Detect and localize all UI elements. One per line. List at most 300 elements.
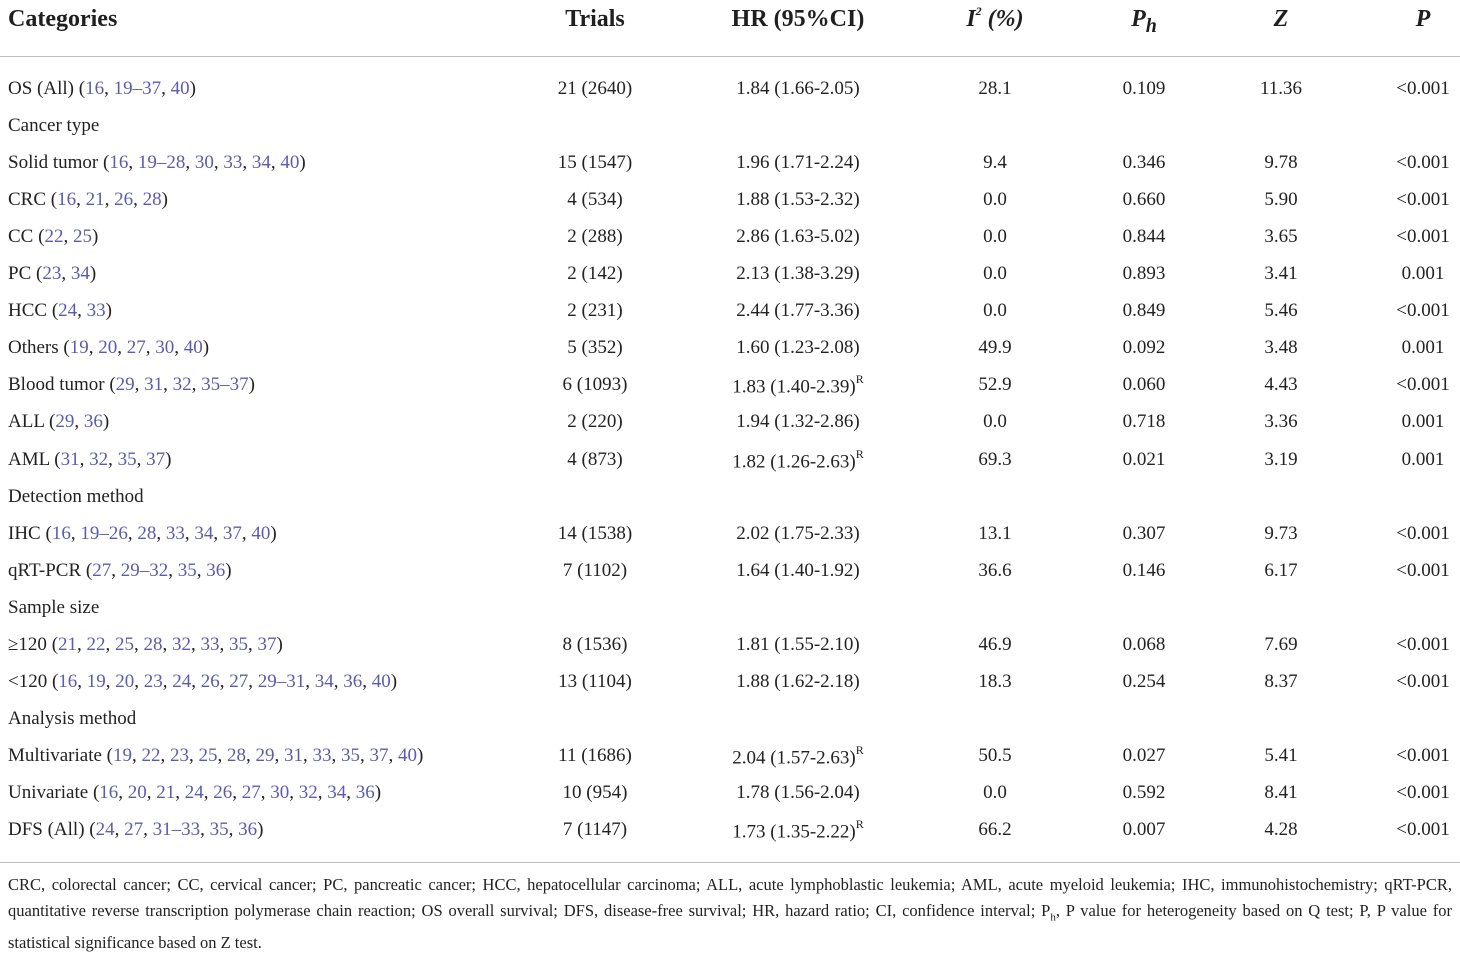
- cell-p: [1396, 634, 1449, 656]
- reference-link[interactable]: 34: [314, 670, 334, 692]
- cell-z: [1264, 411, 1297, 433]
- category-label: CC: [8, 226, 34, 248]
- reference-link[interactable]: 33: [312, 744, 332, 766]
- cell-hr: [732, 742, 864, 769]
- cell-i2-value: 50.5: [978, 744, 1012, 766]
- cell-z-value: 3.36: [1264, 411, 1298, 433]
- reference-link[interactable]: 40: [170, 78, 190, 99]
- reference-link[interactable]: 24: [58, 300, 78, 322]
- reference-link[interactable]: 35: [341, 744, 360, 766]
- cell-hr: [736, 634, 859, 656]
- cell-category: ALL (29, 36): [8, 411, 110, 433]
- cell-p-value: <0.001: [1396, 78, 1450, 99]
- cell-z: [1264, 560, 1297, 582]
- cell-ph-value: 0.068: [1122, 633, 1166, 655]
- reference-link[interactable]: 16: [51, 522, 71, 544]
- reference-link[interactable]: 22: [141, 744, 161, 766]
- random-effects-marker: R: [855, 372, 864, 387]
- cell-category: OS (All) (16, 19–37, 40): [8, 78, 196, 99]
- cell-i2-value: 69.3: [978, 448, 1012, 470]
- cell-i2: [978, 337, 1011, 359]
- cell-ph-value: 0.307: [1122, 522, 1166, 544]
- category-label: ALL: [8, 411, 45, 433]
- cell-trials: [567, 189, 622, 211]
- reference-link[interactable]: 36: [206, 559, 226, 581]
- cell-i2: [983, 411, 1007, 433]
- cell-z: [1264, 226, 1297, 248]
- category-label: Analysis method: [8, 707, 137, 729]
- cell-p: [1402, 337, 1445, 359]
- cell-hr-value: 1.81 (1.55-2.10): [736, 633, 860, 655]
- random-effects-marker: R: [855, 742, 864, 757]
- reference-link[interactable]: 30: [155, 337, 175, 359]
- cell-ph: [1123, 300, 1166, 322]
- reference-link[interactable]: 27: [126, 337, 146, 359]
- cell-ph-value: 0.844: [1122, 226, 1166, 248]
- cell-category: DFS (All) (24, 27, 31–33, 35, 36): [8, 819, 264, 840]
- header-i2: $I^2$ (%): [966, 4, 1024, 32]
- reference-link[interactable]: 23: [170, 744, 189, 766]
- cell-hr-value: 1.82 (1.26-2.63): [732, 450, 856, 472]
- cell-trials-value: 5 (352): [567, 337, 623, 359]
- cell-z-value: 8.37: [1264, 670, 1298, 692]
- reference-link[interactable]: 32: [172, 374, 192, 396]
- cell-ph: [1123, 819, 1166, 841]
- reference-link[interactable]: 24: [95, 819, 115, 840]
- cell-trials: [563, 634, 628, 656]
- cell-z-value: 5.41: [1264, 744, 1298, 766]
- reference-link[interactable]: 23: [42, 263, 62, 285]
- cell-trials: [567, 300, 622, 322]
- reference-link[interactable]: 36: [343, 670, 363, 692]
- cell-p: [1402, 411, 1445, 433]
- category-label: Detection method: [8, 485, 144, 507]
- reference-link[interactable]: 32: [89, 448, 109, 470]
- table-row: [0, 700, 1460, 737]
- cell-z-value: 4.43: [1264, 374, 1298, 396]
- cell-ph-value: 0.592: [1122, 781, 1166, 803]
- cell-ph-value: 0.893: [1122, 263, 1166, 285]
- cell-p-value: <0.001: [1396, 781, 1450, 803]
- reference-link[interactable]: 35: [117, 448, 137, 470]
- category-label: Univariate: [8, 781, 89, 803]
- category-label: DFS (All): [8, 819, 85, 840]
- cell-hr: [736, 226, 859, 248]
- cell-z-value: 7.69: [1264, 633, 1298, 655]
- cell-ph-value: 0.718: [1122, 411, 1166, 433]
- cell-p: [1396, 152, 1449, 174]
- cell-trials-value: 8 (1536): [562, 633, 628, 655]
- reference-link[interactable]: 33: [86, 300, 106, 322]
- cell-ph-value: 0.146: [1122, 559, 1166, 581]
- reference-link[interactable]: 40: [251, 522, 271, 544]
- table-row: [0, 403, 1460, 440]
- cell-i2-value: 18.3: [978, 670, 1012, 692]
- cell-p-value: 0.001: [1401, 337, 1445, 359]
- cell-i2-value: 0.0: [983, 411, 1007, 433]
- reference-link[interactable]: 25: [115, 633, 135, 655]
- cell-ph: [1123, 523, 1166, 545]
- cell-z: [1264, 671, 1297, 693]
- table-row: [0, 589, 1460, 626]
- cell-trials: [563, 374, 628, 396]
- reference-link[interactable]: 28: [137, 522, 157, 544]
- cell-i2: [978, 560, 1011, 582]
- reference-link[interactable]: 34: [194, 522, 214, 544]
- cell-i2: [978, 523, 1011, 545]
- cell-i2: [978, 78, 1011, 100]
- cell-category: ≥120 (21, 22, 25, 28, 32, 33, 35, 37): [8, 633, 283, 655]
- reference-link[interactable]: 40: [371, 670, 391, 692]
- cell-hr-value: 1.84 (1.66-2.05): [736, 78, 860, 99]
- cell-hr: [732, 446, 864, 473]
- cell-hr-value: 1.78 (1.56-2.04): [736, 781, 860, 803]
- cell-i2: [983, 300, 1007, 322]
- reference-link[interactable]: 19: [113, 744, 132, 766]
- reference-link[interactable]: 24: [184, 781, 204, 803]
- cell-i2: [983, 152, 1007, 174]
- reference-link[interactable]: 35: [177, 559, 197, 581]
- cell-ph: [1123, 189, 1166, 211]
- cell-i2-value: 28.1: [978, 78, 1012, 99]
- reference-link[interactable]: 28: [142, 189, 162, 211]
- reference-link[interactable]: 32: [298, 781, 318, 803]
- cell-category: [8, 486, 144, 508]
- cell-p: [1396, 782, 1449, 804]
- cell-ph-value: 0.346: [1122, 152, 1166, 174]
- cell-ph-value: 0.109: [1122, 78, 1166, 99]
- cell-p-value: <0.001: [1396, 744, 1450, 766]
- cell-i2: [983, 226, 1007, 248]
- cell-trials-value: 11 (1686): [558, 744, 632, 766]
- reference-link[interactable]: 25: [72, 226, 92, 248]
- cell-i2-value: 46.9: [978, 633, 1012, 655]
- cell-ph: [1123, 634, 1166, 656]
- category-label: ≥120: [8, 633, 47, 655]
- cell-p-value: <0.001: [1396, 189, 1450, 211]
- cell-hr: [736, 671, 859, 693]
- cell-category: <120 (16, 19, 20, 23, 24, 26, 27, 29–31, 34, 36, 40): [8, 670, 398, 692]
- cell-hr-value: 1.83 (1.40-2.39): [732, 376, 856, 398]
- cell-trials: [558, 78, 632, 100]
- cell-z-value: 5.90: [1264, 189, 1298, 211]
- cell-trials-value: 4 (873): [567, 448, 623, 470]
- reference-link[interactable]: 37: [369, 744, 389, 766]
- cell-hr: [736, 560, 859, 582]
- cell-i2-value: 0.0: [983, 263, 1007, 285]
- category-label: HCC: [8, 300, 48, 322]
- reference-link[interactable]: 36: [238, 819, 258, 840]
- cell-i2: [978, 634, 1011, 656]
- cell-z: [1264, 374, 1297, 396]
- reference-link[interactable]: 36: [355, 781, 375, 803]
- cell-category: Univariate (16, 20, 21, 24, 26, 27, 30, 32, 34, 36): [8, 781, 382, 803]
- cell-ph: [1123, 152, 1166, 174]
- cell-hr-value: 1.88 (1.53-2.32): [736, 189, 860, 211]
- cell-category: HCC (24, 33): [8, 300, 112, 322]
- reference-link[interactable]: 19–26: [80, 522, 128, 544]
- table-header: [0, 0, 1460, 57]
- reference-link[interactable]: 16: [57, 189, 77, 211]
- cell-z-value: 9.73: [1264, 522, 1298, 544]
- table-row: [0, 774, 1460, 811]
- cell-p: [1396, 560, 1449, 582]
- reference-link[interactable]: 21: [85, 189, 105, 211]
- reference-link[interactable]: 16: [58, 670, 78, 692]
- cell-z: [1264, 745, 1297, 767]
- cell-hr-value: 2.02 (1.75-2.33): [736, 522, 860, 544]
- reference-link[interactable]: 30: [270, 781, 290, 803]
- cell-hr-value: 2.86 (1.63-5.02): [736, 226, 860, 248]
- reference-link[interactable]: 32: [172, 633, 192, 655]
- cell-z: [1264, 449, 1297, 471]
- cell-i2-value: 0.0: [983, 300, 1007, 322]
- category-label: qRT-PCR: [8, 559, 82, 581]
- cell-hr-value: 2.13 (1.38-3.29): [736, 263, 860, 285]
- cell-trials-value: 10 (954): [562, 781, 628, 803]
- reference-link[interactable]: 16: [109, 152, 129, 174]
- reference-link[interactable]: 22: [86, 633, 106, 655]
- cell-i2: [983, 189, 1007, 211]
- cell-trials: [558, 523, 632, 545]
- cell-hr: [736, 411, 859, 433]
- cell-hr: [736, 263, 859, 285]
- table-row: [0, 737, 1460, 774]
- cell-p: [1396, 226, 1449, 248]
- reference-link[interactable]: 28: [227, 744, 246, 766]
- category-label: Sample size: [8, 596, 100, 618]
- reference-link[interactable]: 31: [60, 448, 80, 470]
- category-label: IHC: [8, 522, 41, 544]
- cell-trials-value: 2 (288): [567, 226, 623, 248]
- reference-link[interactable]: 35: [229, 633, 249, 655]
- header-trials: Trials: [565, 6, 625, 32]
- table-row: [0, 292, 1460, 329]
- cell-ph-value: 0.007: [1122, 819, 1166, 840]
- header-z: Z: [1273, 6, 1289, 32]
- reference-link[interactable]: 33: [223, 152, 243, 174]
- cell-trials-value: 4 (534): [567, 189, 623, 211]
- cell-p-value: <0.001: [1396, 819, 1450, 840]
- reference-link[interactable]: 31: [284, 744, 303, 766]
- reference-link[interactable]: 31: [144, 374, 164, 396]
- footer-divider: [0, 862, 1460, 863]
- reference-link[interactable]: 19–28: [137, 152, 186, 174]
- cell-p-value: <0.001: [1396, 559, 1450, 581]
- reference-link[interactable]: 29–32: [120, 559, 169, 581]
- table-row: [0, 478, 1460, 515]
- cell-hr: [736, 152, 859, 174]
- reference-link[interactable]: 26: [213, 781, 233, 803]
- cell-z: [1264, 263, 1297, 285]
- cell-z-value: 5.46: [1264, 300, 1298, 322]
- cell-p-value: 0.001: [1401, 263, 1445, 285]
- cell-hr: [736, 78, 859, 100]
- cell-i2: [978, 819, 1011, 841]
- table-row: [0, 626, 1460, 663]
- cell-p: [1396, 523, 1449, 545]
- cell-z: [1264, 523, 1297, 545]
- reference-link[interactable]: 21: [58, 633, 78, 655]
- reference-link[interactable]: 22: [44, 226, 64, 248]
- reference-link[interactable]: 31–33: [152, 819, 201, 840]
- reference-link[interactable]: 37: [146, 448, 166, 470]
- cell-i2-value: 0.0: [983, 781, 1007, 803]
- cell-p: [1396, 300, 1449, 322]
- cell-hr: [732, 819, 864, 843]
- cell-ph: [1123, 263, 1166, 285]
- cell-i2: [983, 263, 1007, 285]
- cell-category: Blood tumor (29, 31, 32, 35–37): [8, 374, 255, 396]
- reference-link[interactable]: 40: [398, 744, 417, 766]
- cell-hr: [736, 189, 859, 211]
- reference-link[interactable]: 29: [255, 744, 275, 766]
- reference-link[interactable]: 27: [229, 670, 249, 692]
- cell-trials: [558, 671, 632, 693]
- cell-z: [1264, 634, 1297, 656]
- reference-link[interactable]: 20: [98, 337, 118, 359]
- cell-trials: [558, 152, 632, 174]
- reference-link[interactable]: 37: [257, 633, 277, 655]
- cell-hr-value: 1.73 (1.35-2.22): [732, 821, 856, 843]
- cell-ph: [1123, 449, 1166, 471]
- cell-p-value: <0.001: [1396, 633, 1450, 655]
- cell-hr-value: 2.44 (1.77-3.36): [736, 300, 860, 322]
- cell-category: CRC (16, 21, 26, 28): [8, 189, 168, 211]
- cell-ph: [1123, 782, 1166, 804]
- cell-ph-value: 0.021: [1122, 448, 1166, 470]
- cell-trials: [563, 819, 627, 841]
- reference-link[interactable]: 29–31: [257, 670, 306, 692]
- category-label: AML: [8, 448, 50, 470]
- reference-link[interactable]: 35–37: [201, 374, 249, 396]
- cell-trials: [563, 560, 627, 582]
- table-row: [0, 329, 1460, 366]
- reference-link[interactable]: 21: [156, 781, 176, 803]
- reference-link[interactable]: 34: [327, 781, 347, 803]
- category-label: Blood tumor: [8, 374, 105, 396]
- cell-ph: [1123, 374, 1166, 396]
- cell-ph: [1123, 337, 1166, 359]
- cell-trials-value: 13 (1104): [558, 670, 632, 692]
- cell-trials: [567, 226, 622, 248]
- cell-category: PC (23, 34): [8, 263, 97, 285]
- cell-i2-value: 36.6: [978, 559, 1012, 581]
- category-label: Solid tumor: [8, 152, 99, 174]
- category-label: OS (All): [8, 78, 74, 99]
- reference-link[interactable]: 16: [99, 781, 119, 803]
- cell-i2-value: 49.9: [978, 337, 1012, 359]
- reference-link[interactable]: 19–37: [113, 78, 162, 99]
- reference-link[interactable]: 23: [143, 670, 163, 692]
- cell-category: Solid tumor (16, 19–28, 30, 33, 34, 40): [8, 152, 306, 174]
- cell-ph-value: 0.849: [1122, 300, 1166, 322]
- cell-category: CC (22, 25): [8, 226, 99, 248]
- reference-link[interactable]: 27: [92, 559, 112, 581]
- cell-z-value: 9.78: [1264, 152, 1298, 174]
- table-row: [0, 144, 1460, 181]
- header-hr: HR (95%CI): [731, 6, 865, 32]
- cell-hr-value: 1.64 (1.40-1.92): [736, 559, 860, 581]
- cell-p-value: <0.001: [1396, 374, 1450, 396]
- reference-link[interactable]: 29: [115, 374, 135, 396]
- cell-trials-value: 2 (142): [567, 263, 623, 285]
- cell-z: [1264, 300, 1297, 322]
- cell-category: AML (31, 32, 35, 37): [8, 448, 172, 470]
- cell-z: [1260, 78, 1302, 100]
- header-ph: $P_h$: [1131, 6, 1157, 37]
- cell-z: [1264, 189, 1297, 211]
- cell-z-value: 6.17: [1264, 559, 1298, 581]
- cell-p: [1402, 449, 1445, 471]
- cell-ph: [1123, 78, 1166, 100]
- reference-link[interactable]: 35: [209, 819, 229, 840]
- cell-trials-value: 15 (1547): [557, 152, 633, 174]
- cell-category: [8, 115, 99, 137]
- reference-link[interactable]: 33: [165, 522, 185, 544]
- category-label: Multivariate: [8, 744, 102, 766]
- cell-p: [1396, 671, 1449, 693]
- reference-link[interactable]: 33: [200, 633, 220, 655]
- cell-i2: [978, 449, 1011, 471]
- reference-link[interactable]: 30: [194, 152, 214, 174]
- cell-hr-value: 1.96 (1.71-2.24): [736, 152, 860, 174]
- cell-ph-value: 0.254: [1122, 670, 1166, 692]
- reference-link[interactable]: 34: [70, 263, 90, 285]
- table-row: [0, 811, 1460, 848]
- cell-i2: [983, 782, 1007, 804]
- cell-hr-value: 1.88 (1.62-2.18): [736, 670, 860, 692]
- reference-link[interactable]: 19: [86, 670, 106, 692]
- cell-trials: [567, 263, 622, 285]
- reference-link[interactable]: 27: [124, 819, 144, 840]
- cell-z-value: 3.65: [1264, 226, 1298, 248]
- table-footnote: CRC, colorectal cancer; CC, cervical cancer; PC, pancreatic cancer; HCC, hepatocellular carcinoma; ALL, acute lymphoblastic leukemia; AML, acute myeloid leukemia; IHC, immunohistochemistry; qRT-PCR, quantitative reverse transcription polymerase chain reaction; OS overall survival; DFS, disease-free survival; HR, hazard ratio; CI, confidence interval; $P_h$, P value for heterogeneity based on Q test; P, P value for statistical significance based on Z test.: [8, 875, 1452, 953]
- cell-z: [1264, 819, 1297, 841]
- cell-trials: [567, 411, 622, 433]
- reference-link[interactable]: 20: [127, 781, 147, 803]
- reference-link[interactable]: 28: [143, 633, 163, 655]
- reference-link[interactable]: 16: [85, 78, 105, 99]
- cell-i2-value: 13.1: [978, 522, 1012, 544]
- reference-link[interactable]: 26: [114, 189, 134, 211]
- reference-link[interactable]: 25: [198, 744, 218, 766]
- reference-link[interactable]: 26: [200, 670, 220, 692]
- reference-link[interactable]: 19: [69, 337, 89, 359]
- cell-z: [1264, 152, 1297, 174]
- reference-link[interactable]: 36: [83, 411, 103, 433]
- cell-category: qRT-PCR (27, 29–32, 35, 36): [8, 559, 232, 581]
- reference-link[interactable]: 40: [280, 152, 300, 174]
- reference-link[interactable]: 29: [55, 411, 75, 433]
- reference-link[interactable]: 40: [183, 337, 203, 359]
- cell-trials-value: 14 (1538): [557, 522, 633, 544]
- reference-link[interactable]: 34: [251, 152, 271, 174]
- cell-i2: [978, 374, 1011, 396]
- cell-ph-value: 0.060: [1122, 374, 1166, 396]
- category-label: Cancer type: [8, 115, 100, 137]
- reference-link[interactable]: 37: [222, 522, 242, 544]
- cell-ph: [1123, 745, 1166, 767]
- reference-link[interactable]: 24: [172, 670, 192, 692]
- reference-link[interactable]: 20: [115, 670, 135, 692]
- cell-p: [1396, 78, 1449, 100]
- cell-z: [1264, 337, 1297, 359]
- reference-link[interactable]: 27: [241, 781, 261, 803]
- cell-ph: [1123, 671, 1166, 693]
- cell-p-value: <0.001: [1396, 522, 1450, 544]
- random-effects-marker: R: [855, 817, 864, 831]
